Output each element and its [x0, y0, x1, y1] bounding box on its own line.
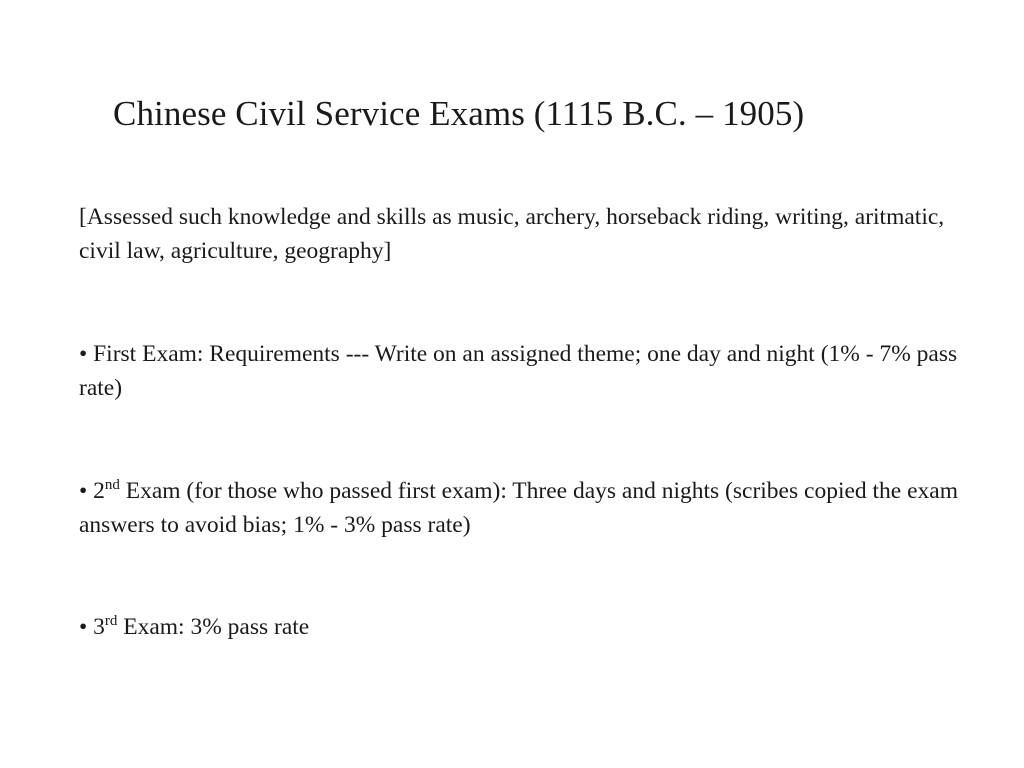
bullet-text: Exam (for those who passed first exam): Three days and nights (scribes copied the exam answers to avoid bias; 1% - 3% pass rate) [79, 478, 958, 538]
ordinal-number: 2 [93, 478, 105, 504]
ordinal-suffix: rd [104, 613, 118, 629]
bullet-marker: • [79, 478, 94, 504]
bullet-third-exam [79, 610, 979, 644]
bullet-second-exam [79, 474, 979, 542]
bullet-text: Exam: 3% pass rate [117, 614, 310, 640]
ordinal-number: 3 [93, 614, 105, 640]
bullet-first-exam [79, 337, 979, 405]
intro-paragraph: [Assessed such knowledge and skills as music, archery, horseback riding, writing, aritmatic, civil law, agriculture, geography] [79, 204, 945, 264]
bullet-marker: • [79, 341, 94, 367]
bullet-marker: • [79, 614, 94, 640]
slide-title: Chinese Civil Service Exams (1115 B.C. – 1905) [113, 94, 805, 133]
ordinal-suffix: nd [104, 477, 120, 493]
bullet-text: First Exam: Requirements --- Write on an assigned theme; one day and night (1% - 7% pass rate) [79, 341, 958, 401]
